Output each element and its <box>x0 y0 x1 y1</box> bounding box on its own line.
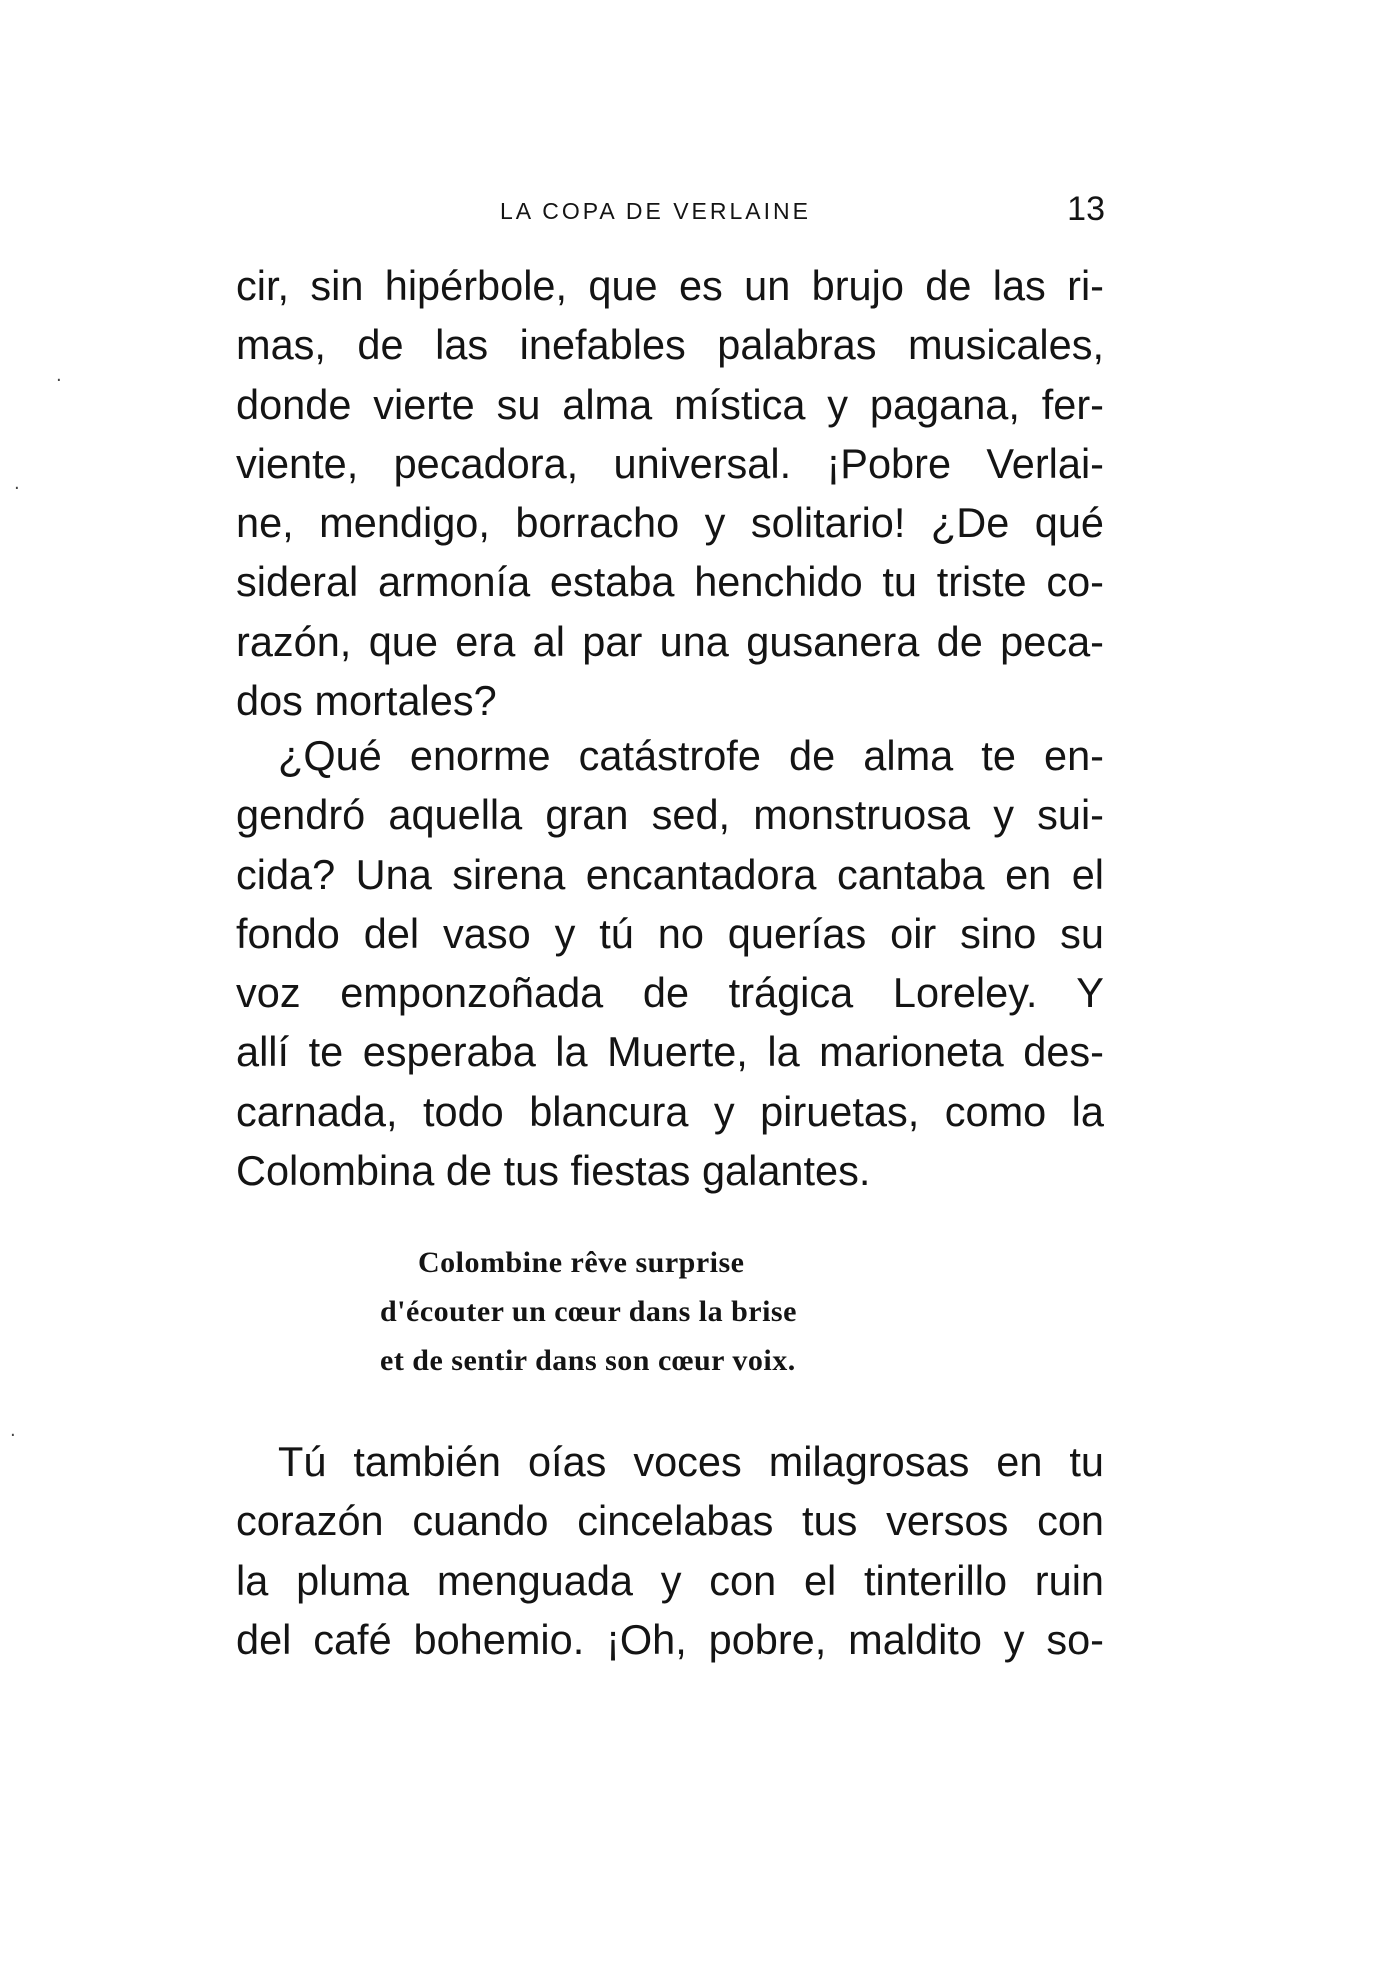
text-line: ¿Qué enorme catástrofe de alma te en- <box>278 732 1104 779</box>
text-line: Colombina de tus fiestas galantes. <box>236 1147 871 1195</box>
text-line: voz emponzoñada de trágica Loreley. Y <box>236 969 1104 1017</box>
verse-line: et de sentir dans son cœur voix. <box>380 1344 796 1377</box>
paragraph-2 <box>236 726 1104 1200</box>
text-line: del café bohemio. ¡Oh, pobre, maldito y so- <box>236 1615 1104 1663</box>
running-head <box>235 190 1105 230</box>
text-line: donde vierte su alma mística y pagana, fer- <box>236 380 1104 428</box>
text-line: carnada, todo blancura y piruetas, como la <box>236 1087 1104 1135</box>
text-line: ne, mendigo, borracho y solitario! ¿De qué <box>236 499 1104 547</box>
text-line: razón, que era al par una gusanera de peca- <box>236 617 1104 665</box>
margin-speck: · <box>10 1425 16 1446</box>
text-line: dos mortales? <box>236 677 497 725</box>
verse-line: Colombine rêve surprise <box>418 1246 745 1279</box>
text-line: viente, pecadora, universal. ¡Pobre Verlai- <box>236 439 1104 487</box>
text-line: la pluma menguada y con el tinterillo ruin <box>236 1556 1104 1604</box>
margin-speck: · <box>14 478 20 499</box>
verse-line: d'écouter un cœur dans la brise <box>380 1295 797 1328</box>
text-line: mas, de las inefables palabras musicales, <box>236 321 1104 369</box>
text-line: sideral armonía estaba henchido tu triste co- <box>236 558 1104 606</box>
verse-quotation <box>300 1238 990 1385</box>
text-line: gendró aquella gran sed, monstruosa y sui- <box>236 791 1104 839</box>
page-number: 13 <box>1067 190 1105 228</box>
text-line: Tú también oías voces milagrosas en tu <box>278 1438 1104 1485</box>
text-line: allí te esperaba la Muerte, la marioneta des- <box>236 1028 1104 1076</box>
text-line: corazón cuando cincelabas tus versos con <box>236 1497 1104 1545</box>
text-line: fondo del vaso y tú no querías oir sino su <box>236 909 1104 957</box>
paragraph-3 <box>236 1432 1104 1669</box>
text-line: cir, sin hipérbole, que es un brujo de las ri- <box>236 262 1104 309</box>
margin-speck: · <box>56 370 62 391</box>
running-title: LA COPA DE VERLAINE <box>500 198 811 224</box>
text-line: cida? Una sirena encantadora cantaba en el <box>236 850 1104 898</box>
paragraph-1 <box>236 256 1104 730</box>
